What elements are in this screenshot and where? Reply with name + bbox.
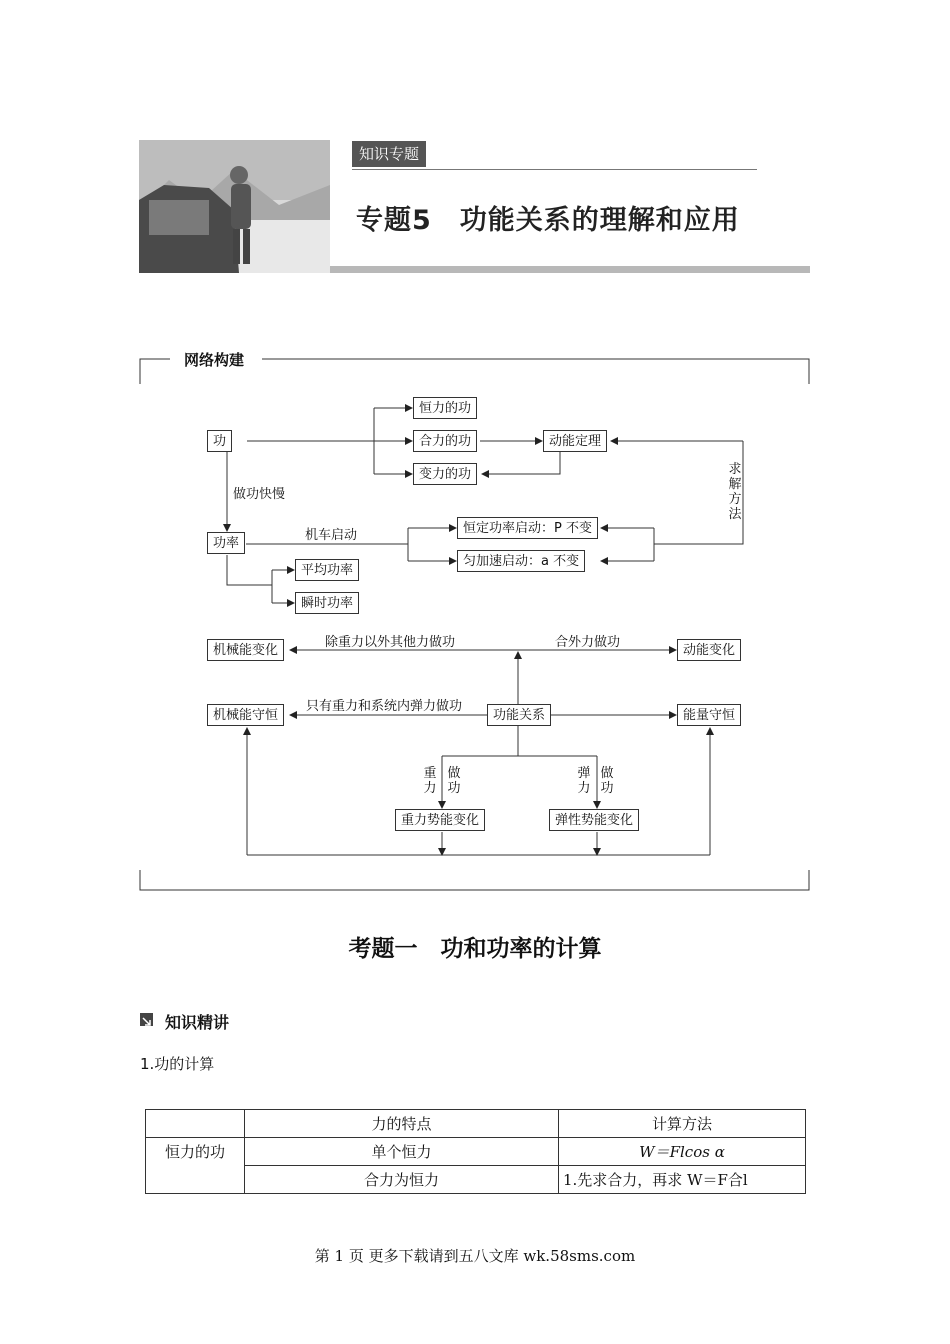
table-row-label: 恒力的功 [146, 1138, 245, 1194]
label-zuogong-b: 做功 [600, 766, 614, 796]
node-jixie-shouheng: 机械能守恒 [207, 704, 284, 726]
node-nengliang-shouheng: 能量守恒 [677, 704, 741, 726]
table-cell-method: 1.先求合力，再求 W＝F合l [559, 1166, 806, 1194]
header-badge: 知识专题 [352, 141, 426, 167]
knowledge-heading: 知识精讲 [165, 1013, 230, 1032]
table-row [146, 1138, 806, 1166]
table-row [146, 1166, 806, 1194]
node-tanxing-shineng: 弹性势能变化 [549, 809, 639, 831]
table-cell-method: W＝Flcos α [559, 1138, 806, 1166]
table-header-row [146, 1110, 806, 1138]
table-header-empty [146, 1110, 245, 1138]
node-dongneng-dingli: 动能定理 [543, 430, 607, 452]
node-hengding: 恒定功率启动：P 不变 [457, 517, 598, 539]
label-qiujie-fangfa: 求解方法 [728, 462, 742, 522]
node-jixie-bianhua: 机械能变化 [207, 639, 284, 661]
table-cell-feature: 合力为恒力 [245, 1166, 559, 1194]
node-yunjia: 匀加速启动：a 不变 [457, 550, 585, 572]
node-bianli: 变力的功 [413, 463, 477, 485]
label-hewaili: 合外力做功 [555, 635, 621, 650]
label-zuogong-a: 做功 [447, 766, 461, 796]
node-shunshi: 瞬时功率 [295, 592, 359, 614]
arrow-box-icon [140, 1013, 153, 1026]
table-header-feature: 力的特点 [245, 1110, 559, 1138]
network-section-title: 网络构建 [180, 349, 248, 370]
node-heli: 合力的功 [413, 430, 477, 452]
node-gong: 功 [207, 430, 232, 452]
label-zuogong-kuaiman: 做功快慢 [233, 487, 286, 502]
page-title: 专题5 功能关系的理解和应用 [356, 205, 740, 236]
work-calculation-table [145, 1109, 806, 1194]
node-dongneng-bianhua: 动能变化 [677, 639, 741, 661]
node-gonglv: 功率 [207, 532, 245, 554]
node-zhongli-shineng: 重力势能变化 [395, 809, 485, 831]
label-zhongli: 重力 [423, 766, 437, 796]
label-chu-zhongli: 除重力以外其他力做功 [325, 635, 456, 650]
label-zhiyou: 只有重力和系统内弹力做功 [306, 699, 463, 714]
section-title: 考题一 功和功率的计算 [348, 935, 602, 962]
node-gongneng-guanxi: 功能关系 [487, 704, 551, 726]
table-header-method: 计算方法 [559, 1110, 806, 1138]
node-pingjun: 平均功率 [295, 559, 359, 581]
label-jiche-qidong: 机车启动 [305, 528, 358, 543]
node-hengli: 恒力的功 [413, 397, 477, 419]
subsection-title: 1.功的计算 [140, 1055, 215, 1073]
table-cell-feature: 单个恒力 [245, 1138, 559, 1166]
label-tanli: 弹力 [577, 766, 591, 796]
page-footer: 第 1 页 更多下载请到五八文库 wk.58sms.com [314, 1247, 636, 1265]
